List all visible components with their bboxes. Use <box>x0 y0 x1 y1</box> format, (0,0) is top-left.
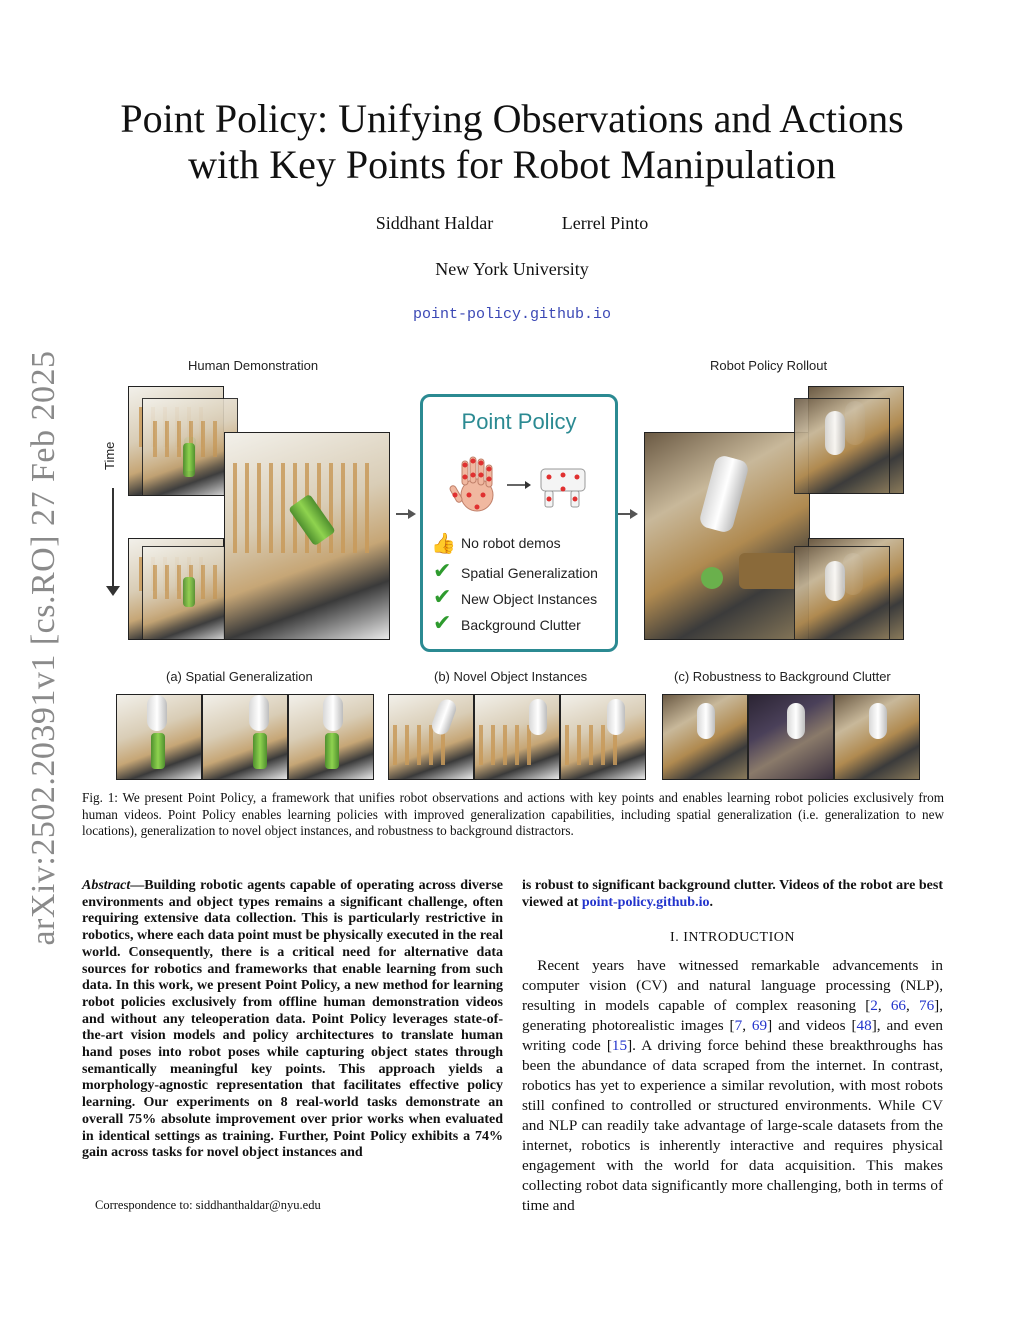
point-policy-title: Point Policy <box>461 409 577 434</box>
abstract <box>82 878 503 1162</box>
project-url[interactable]: point-policy.github.io <box>412 306 612 323</box>
spatial-frame-2 <box>202 694 288 780</box>
human-demo-label: Human Demonstration <box>188 358 319 373</box>
author-1: Siddhant Haldar <box>375 213 494 233</box>
arrow-right-icon <box>408 509 416 519</box>
intro-text: ], and even writing code [ <box>522 1017 944 1054</box>
abstract-link[interactable]: point-policy.github.io <box>581 894 710 910</box>
citation-link[interactable]: 7 <box>734 1017 743 1034</box>
rollout-frame-4 <box>794 546 890 640</box>
sublabel-spatial: (a) Spatial Generalization <box>166 669 313 684</box>
author-2: Lerrel Pinto <box>561 213 649 233</box>
arxiv-identifier: arXiv:2502.20391v1 [cs.RO] 27 Feb 2025 <box>25 350 62 946</box>
figure-caption: Fig. 1: We present Point Policy, a framework that unifies robot observations and actions with key points and enables learning robot policies exclusively from human videos. Point Policy enables learning policies with improved generalization capabilities, including spatial generalization (i.e. generalization to new locations), generalization to novel object instances, and robustness to background distractors. <box>82 790 944 838</box>
feature-new-object-instances: New Object Instances <box>461 591 598 607</box>
citation-link[interactable]: 66 <box>890 997 907 1014</box>
author-list <box>0 213 1024 234</box>
robot-rollout-label: Robot Policy Rollout <box>710 358 828 373</box>
title-line-1: Point Policy: Unifying Observations and Actions <box>120 96 904 141</box>
novel-object-frame-2 <box>474 694 560 780</box>
feature-spatial-generalization: Spatial Generalization <box>461 565 598 581</box>
paper-title <box>0 96 1024 188</box>
intro-text: ]. A driving force behind these breakthroughs has been the abundance of data scraped from the internet. In contrast, robotics has yet to experience a similar revolution, with most robots still confined to controlled or structured environments. While CV and NLP can readily take advantage of large-scale datasets from the internet, robotics is inherently interactive and requires physical engagement with the world for data acquisition. This makes collecting robot data significantly more challenging, both in terms of time and <box>522 1037 943 1214</box>
abstract-continued-text: is robust to significant background clutter. Videos of the robot are best viewed at <box>522 878 943 910</box>
citation-link[interactable]: 69 <box>751 1017 768 1034</box>
sublabel-novel-objects: (b) Novel Object Instances <box>434 669 588 684</box>
time-arrow-head-icon <box>106 586 120 596</box>
abstract-continued-end: . <box>709 894 713 910</box>
spatial-frame-1 <box>116 694 202 780</box>
checkmark-icon: ✔ <box>433 585 452 610</box>
point-policy-box <box>420 394 618 652</box>
hand-to-robot-icon <box>445 455 595 515</box>
intro-text: Recent years have witnessed remarkable advancements in computer vision (CV) and natural language processing (NLP), resulting in models capable of complex reasoning [ <box>522 957 943 1014</box>
feature-background-clutter: Background Clutter <box>461 617 581 633</box>
clutter-frame-3 <box>834 694 920 780</box>
thumbs-up-icon: 👍 <box>431 531 456 555</box>
intro-text: ] and videos [ <box>767 1017 857 1034</box>
demo-frame-main <box>224 432 390 640</box>
feature-no-robot-demos: No robot demos <box>461 535 561 551</box>
spatial-frame-3 <box>288 694 374 780</box>
section-heading: I. INTRODUCTION <box>670 930 795 945</box>
intro-text: , <box>877 997 891 1014</box>
correspondence-footnote: Correspondence to: siddhanthaldar@nyu.edu <box>95 1198 321 1212</box>
time-arrow-shaft <box>112 488 114 588</box>
intro-text: ], generating photorealistic images [ <box>522 997 944 1034</box>
arrow-right-icon-2 <box>630 509 638 519</box>
intro-text: , <box>906 997 919 1014</box>
title-line-2: with Key Points for Robot Manipulation <box>188 142 836 187</box>
citation-link[interactable]: 2 <box>870 997 878 1014</box>
time-label: Time <box>102 441 117 470</box>
citation-link[interactable]: 15 <box>611 1037 628 1054</box>
citation-link[interactable]: 48 <box>856 1017 872 1034</box>
sublabel-clutter: (c) Robustness to Background Clutter <box>674 669 891 684</box>
abstract-continued <box>522 878 943 911</box>
abstract-text: —Building robotic agents capable of operating across diverse environments and object types remains a significant challenge, often requiring extensive data collection. This is particularly restrictive in robotics, where each data point must be physically executed in the real world. Consequently, there is a critical need for alternative data sources for robotics and frameworks that enable learning from such data. In this work, we present Point Policy, a new method for learning robot policies exclusively from offline human demonstration videos and without any teleoperation data. Point Policy leverages state-of-the-art vision models and policy architectures to translate human hand poses into robot poses while capturing object states through semantically meaningful key points. This approach yields a morphology-agnostic representation that facilitates effective policy learning. Our experiments on 8 real-world tasks demonstrate an overall 75% absolute improvement over prior works when evaluated in identical settings as training. Further, Point Policy exhibits a 74% gain across tasks for novel object instances and <box>82 878 503 1161</box>
introduction-text <box>522 956 943 1216</box>
clutter-frame-1 <box>662 694 748 780</box>
rollout-frame-main <box>644 432 810 640</box>
affiliation: New York University <box>435 259 589 279</box>
novel-object-frame-1 <box>388 694 474 780</box>
novel-object-frame-3 <box>560 694 646 780</box>
abstract-lead: Abstract <box>82 878 131 893</box>
checkmark-icon: ✔ <box>433 559 452 584</box>
rollout-frame-2 <box>794 398 890 494</box>
citation-link[interactable]: 76 <box>918 997 935 1014</box>
intro-text: , <box>742 1017 752 1034</box>
checkmark-icon: ✔ <box>433 611 452 636</box>
clutter-frame-2 <box>748 694 834 780</box>
